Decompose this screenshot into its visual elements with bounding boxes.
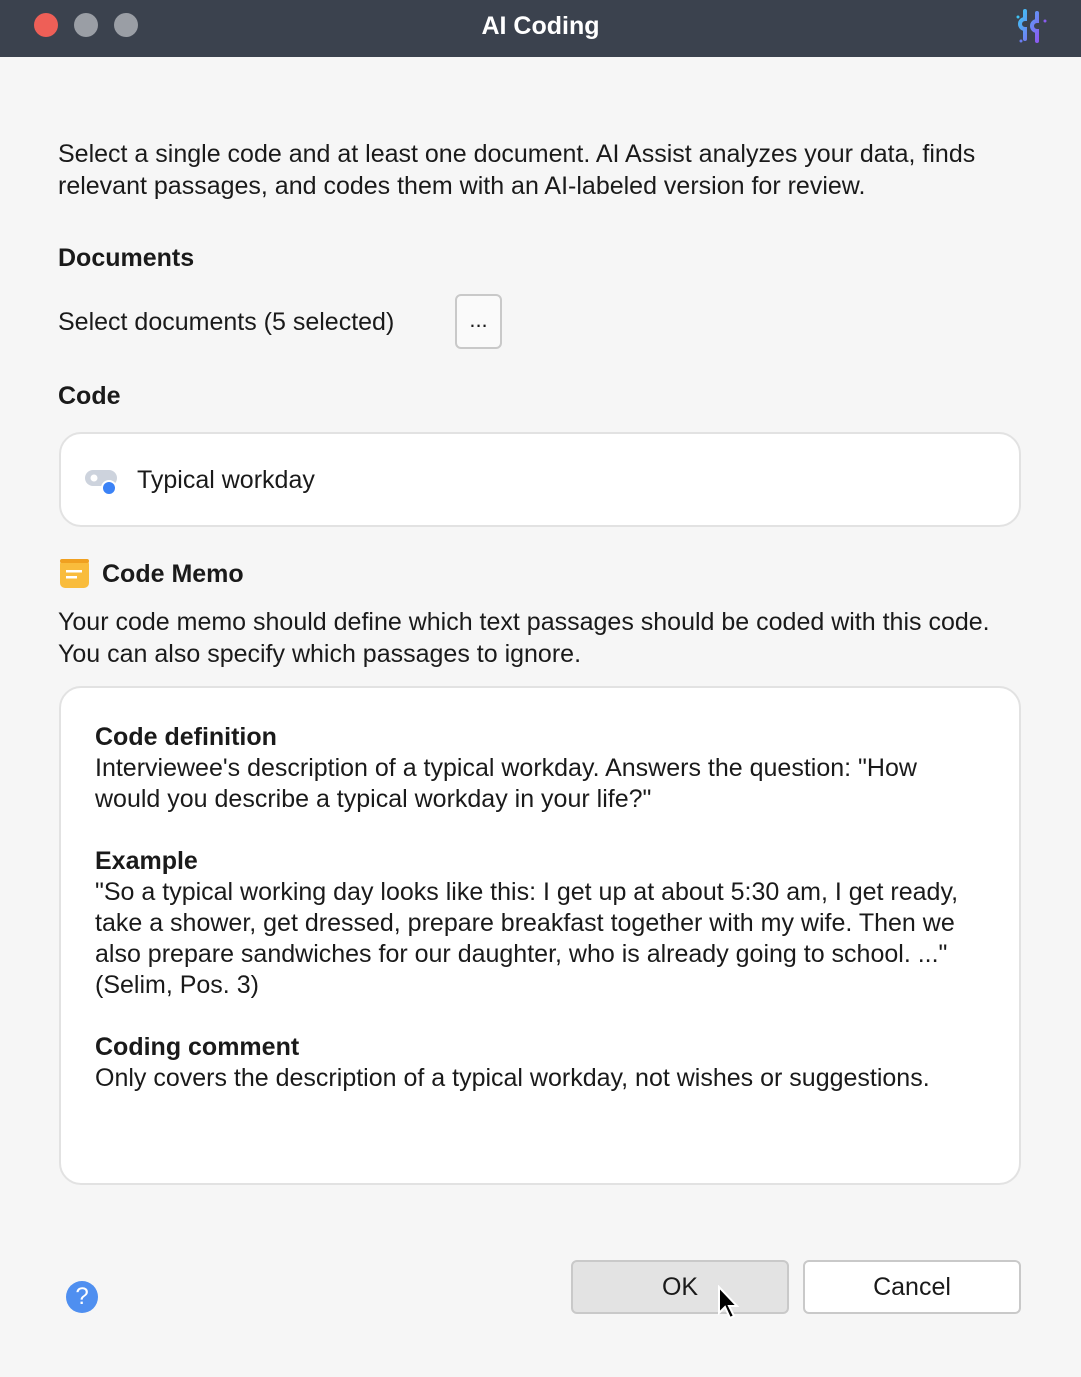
cancel-button[interactable]: Cancel	[803, 1260, 1021, 1314]
memo-section-text: Only covers the description of a typical workday, not wishes or suggestions.	[95, 1064, 930, 1092]
memo-icon	[60, 559, 89, 588]
code-heading: Code	[58, 382, 121, 410]
memo-section-text: "So a typical working day looks like this: I get up at about 5:30 am, I get ready, take a shower, get dressed, prepare breakfast together with my wife. Then we also prepare sandwiches for our daughter, who is already going to school. ..." (Selim, Pos. 3)	[95, 878, 959, 999]
mouse-cursor-icon	[717, 1285, 741, 1321]
memo-section	[95, 722, 985, 815]
memo-section-title: Example	[95, 847, 198, 875]
memo-heading: Code Memo	[102, 560, 244, 588]
documents-label: Select documents (5 selected)	[58, 308, 395, 336]
code-name: Typical workday	[137, 466, 315, 494]
memo-section-text: Interviewee's description of a typical workday. Answers the question: "How would you describe a typical workday in your life?"	[95, 754, 917, 813]
help-button[interactable]: ?	[66, 1281, 98, 1313]
ai-assist-icon	[1013, 7, 1051, 45]
title-bar	[0, 0, 1081, 57]
memo-editor[interactable]	[59, 686, 1021, 1185]
documents-heading: Documents	[58, 244, 195, 272]
memo-description: Your code memo should define which text passages should be coded with this code. You can also specify which passages to ignore.	[58, 608, 990, 668]
memo-section	[95, 846, 985, 1001]
code-icon	[84, 468, 118, 496]
memo-section-title: Coding comment	[95, 1033, 300, 1061]
memo-section	[95, 1032, 985, 1094]
select-documents-button[interactable]: ...	[455, 294, 502, 349]
memo-section-title: Code definition	[95, 723, 277, 751]
code-field[interactable]	[59, 432, 1021, 527]
intro-text: Select a single code and at least one document. AI Assist analyzes your data, finds relevant passages, and codes them with an AI-labeled version for review.	[58, 140, 976, 200]
window-title: AI Coding	[481, 12, 600, 40]
ok-button[interactable]: OK	[571, 1260, 789, 1314]
